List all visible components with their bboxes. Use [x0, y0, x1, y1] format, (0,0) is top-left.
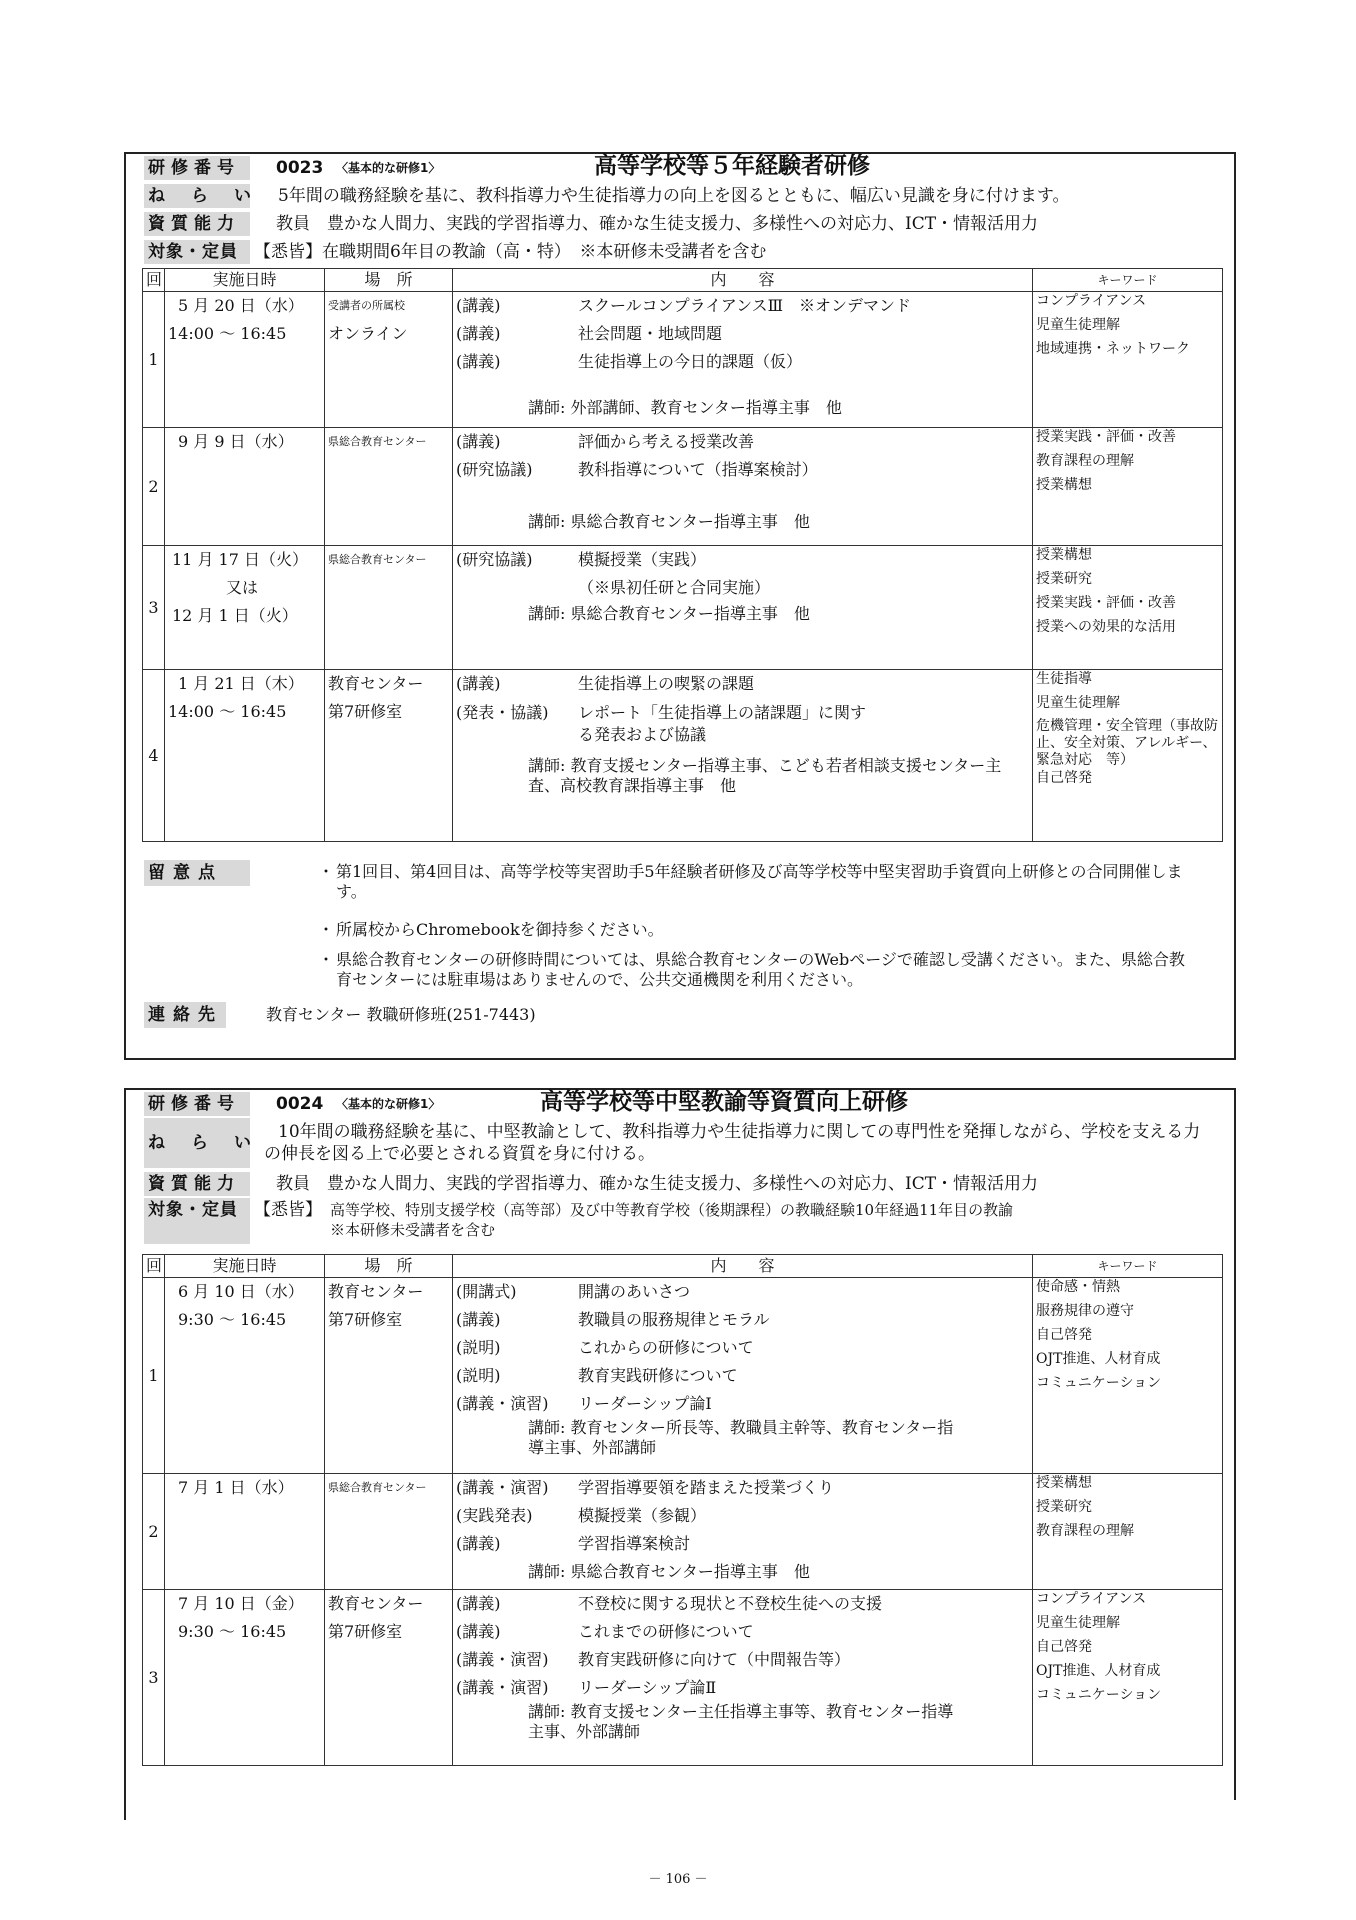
session-content: (講義・演習) 学習指導要領を踏まえた授業づくり (実践発表) 模擬授業（参観） (講義) 学習指導案検討 講師: 県総合教育センター指導主事 他 [453, 1474, 1033, 1590]
label-contact: 連絡先 [144, 1002, 226, 1028]
session-place: 受講者の所属校 オンライン [325, 292, 453, 428]
session-place: 県総合教育センター [325, 1474, 453, 1590]
label-aim: ねらい [144, 1118, 250, 1168]
session-content: (講義) スクールコンプライアンスⅢ ※オンデマンド (講義) 社会問題・地域問題 (講義) 生徒指導上の今日的課題（仮） 講師: 外部講師、教育センター指導主事 他 [453, 292, 1033, 428]
table-header-row [143, 269, 1223, 292]
course-code: 0024 [276, 1094, 324, 1114]
session-keywords: コンプライアンス 児童生徒理解 自己啓発 OJT推進、人材育成 コミュニケーション [1033, 1590, 1223, 1766]
session-content: (研究協議) 模擬授業（実践） （※県初任研と合同実施） 講師: 県総合教育センター指導主事 他 [453, 546, 1033, 670]
session-keywords: 授業構想 授業研究 教育課程の理解 [1033, 1474, 1223, 1590]
table-row [143, 1278, 1223, 1474]
header-session: 回 [143, 1255, 165, 1278]
target-row [126, 240, 1234, 264]
session-keywords: 使命感・情熱 服務規律の遵守 自己啓発 OJT推進、人材育成 コミュニケーション [1033, 1278, 1223, 1474]
ability-text: 教員 豊かな人間力、実践的学習指導力、確かな生徒支援力、多様性への対応力、ICT・情報活用力 [276, 214, 1039, 234]
label-aim: ねらい [144, 184, 250, 208]
session-keywords: コンプライアンス 児童生徒理解 地域連携・ネットワーク [1033, 292, 1223, 428]
target-prefix: 【悉皆】 [254, 1200, 322, 1220]
contact-row [126, 1002, 1234, 1028]
session-place: 教育センター 第7研修室 [325, 1278, 453, 1474]
note-item: ・ 所属校からChromebookを御持参ください。 [318, 920, 664, 939]
ability-row [126, 1172, 1234, 1196]
table-row [143, 428, 1223, 546]
session-date: 7 月 10 日（金） 9:30 ～ 16:45 [165, 1590, 325, 1766]
lecturer: 講師: 県総合教育センター指導主事 他 [528, 512, 810, 531]
target-text: 高等学校、特別支援学校（高等部）及び中等教育学校（後期課程）の教職経験10年経過11年目の教諭 [330, 1201, 1014, 1219]
table-header-row [143, 1255, 1223, 1278]
session-number: 1 [143, 1278, 165, 1474]
label-target: 対象・定員 [144, 1198, 250, 1222]
course-tag: 〈基本的な研修1〉 [336, 1097, 441, 1111]
session-date: 1 月 21 日（木） 14:00 ～ 16:45 [165, 670, 325, 842]
session-number: 4 [143, 670, 165, 842]
header-content: 内 容 [453, 1255, 1033, 1278]
page-continuation-line [124, 1800, 126, 1820]
session-place: 教育センター 第7研修室 [325, 670, 453, 842]
header-content: 内 容 [453, 269, 1033, 292]
session-date: 11 月 17 日（火） 又は 12 月 1 日（火） [165, 546, 325, 670]
header-date: 実施日時 [165, 1255, 325, 1278]
session-number: 3 [143, 1590, 165, 1766]
lecturer: 講師: 教育支援センター指導主事、こども若者相談支援センター主査、高校教育課指導主事 他 [528, 756, 1002, 795]
header-session: 回 [143, 269, 165, 292]
session-number: 2 [143, 428, 165, 546]
target-row [126, 1198, 1234, 1246]
header-date: 実施日時 [165, 269, 325, 292]
session-place: 県総合教育センター [325, 428, 453, 546]
lecturer: 講師: 県総合教育センター指導主事 他 [528, 604, 810, 623]
course-number-row [126, 1089, 1234, 1116]
header-keywords: キーワード [1033, 269, 1223, 292]
course-0023-panel [124, 152, 1236, 1060]
aim-row [126, 1118, 1234, 1168]
note-item: ・ 県総合教育センターの研修時間については、県総合教育センターのWebページで確認し受講ください。また、県総合教育センターには駐車場はありませんので、公共交通機関を利用ください。 [318, 950, 1185, 989]
target-text: 【悉皆】在職期間6年目の教諭（高・特） ※本研修未受講者を含む [254, 242, 767, 262]
lecturer: 講師: 県総合教育センター指導主事 他 [528, 1562, 810, 1581]
table-row [143, 546, 1223, 670]
target-note: ※本研修未受講者を含む [330, 1221, 496, 1239]
aim-text: 5年間の職務経験を基に、教科指導力や生徒指導力の向上を図るとともに、幅広い見識を身に付けます。 [278, 186, 1070, 206]
session-number: 1 [143, 292, 165, 428]
header-keywords: キーワード [1033, 1255, 1223, 1278]
header-place: 場 所 [325, 1255, 453, 1278]
session-date: 9 月 9 日（水） [165, 428, 325, 546]
session-place: 県総合教育センター [325, 546, 453, 670]
page-number: － 106 － [648, 1872, 708, 1887]
course-number-row [126, 153, 1234, 180]
session-content: (開講式) 開講のあいさつ (講義) 教職員の服務規律とモラル (説明) これからの研修について (説明) 教育実践研修について (講義・演習) リーダーシップ論Ⅰ 講師: 教育センター所長等、教職員主幹等、教育センター指導主事、外部講師 [453, 1278, 1033, 1474]
course-title: 高等学校等中堅教諭等資質向上研修 [540, 1089, 908, 1115]
session-number: 2 [143, 1474, 165, 1590]
label-ability: 資質能力 [144, 1172, 250, 1196]
lecturer: 講師: 外部講師、教育センター指導主事 他 [528, 398, 842, 417]
header-place: 場 所 [325, 269, 453, 292]
course-title: 高等学校等５年経験者研修 [594, 153, 870, 179]
table-row [143, 1590, 1223, 1766]
ability-text: 教員 豊かな人間力、実践的学習指導力、確かな生徒支援力、多様性への対応力、ICT・情報活用力 [276, 1174, 1039, 1194]
schedule-table [142, 1254, 1223, 1766]
table-row [143, 292, 1223, 428]
session-number: 3 [143, 546, 165, 670]
session-content: (講義) 評価から考える授業改善 (研究協議) 教科指導について（指導案検討） 講師: 県総合教育センター指導主事 他 [453, 428, 1033, 546]
session-content: (講義) 生徒指導上の喫緊の課題 (発表・協議) レポート「生徒指導上の諸課題」に関する発表および協議 講師: 教育支援センター指導主事、こども若者相談支援センター主査、高校教育課指導主事 他 [453, 670, 1033, 842]
table-row [143, 1474, 1223, 1590]
label-target: 対象・定員 [144, 240, 250, 264]
aim-text: 10年間の職務経験を基に、中堅教諭として、教科指導力や生徒指導力に関しての専門性を発揮しながら、学校を支える力の伸長を図る上で必要とされる資質を身に付ける。 [264, 1122, 1201, 1164]
lecturer: 講師: 教育支援センター主任指導主事等、教育センター指導主事、外部講師 [528, 1702, 954, 1741]
course-code: 0023 [276, 158, 324, 178]
table-row [143, 670, 1223, 842]
label-notes: 留意点 [144, 860, 250, 886]
contact-text: 教育センター 教職研修班(251-7443) [266, 1005, 536, 1024]
session-content: (講義) 不登校に関する現状と不登校生徒への支援 (講義) これまでの研修について (講義・演習) 教育実践研修に向けて（中間報告等） (講義・演習) リーダーシップ論Ⅱ 講師: 教育支援センター主任指導主事等、教育センター指導主事、外部講師 [453, 1590, 1033, 1766]
session-date: 5 月 20 日（水） 14:00 ～ 16:45 [165, 292, 325, 428]
label-course-number: 研修番号 [144, 156, 250, 180]
course-tag: 〈基本的な研修1〉 [336, 161, 441, 175]
session-keywords: 授業構想 授業研究 授業実践・評価・改善 授業への効果的な活用 [1033, 546, 1223, 670]
session-place: 教育センター 第7研修室 [325, 1590, 453, 1766]
label-course-number: 研修番号 [144, 1092, 250, 1116]
schedule-table [142, 268, 1223, 842]
aim-row [126, 184, 1234, 208]
course-0024-panel [124, 1088, 1236, 1800]
ability-row [126, 212, 1234, 236]
label-ability: 資質能力 [144, 212, 250, 236]
session-keywords: 生徒指導 児童生徒理解 危機管理・安全管理（事故防止、安全対策、アレルギー、緊急対応 等） 自己啓発 [1033, 670, 1223, 842]
session-keywords: 授業実践・評価・改善 教育課程の理解 授業構想 [1033, 428, 1223, 546]
session-date: 6 月 10 日（水） 9:30 ～ 16:45 [165, 1278, 325, 1474]
session-date: 7 月 1 日（水） [165, 1474, 325, 1590]
note-item: ・ 第1回目、第4回目は、高等学校等実習助手5年経験者研修及び高等学校等中堅実習助手資質向上研修との合同開催します。 [318, 862, 1183, 901]
lecturer: 講師: 教育センター所長等、教職員主幹等、教育センター指導主事、外部講師 [528, 1418, 954, 1457]
